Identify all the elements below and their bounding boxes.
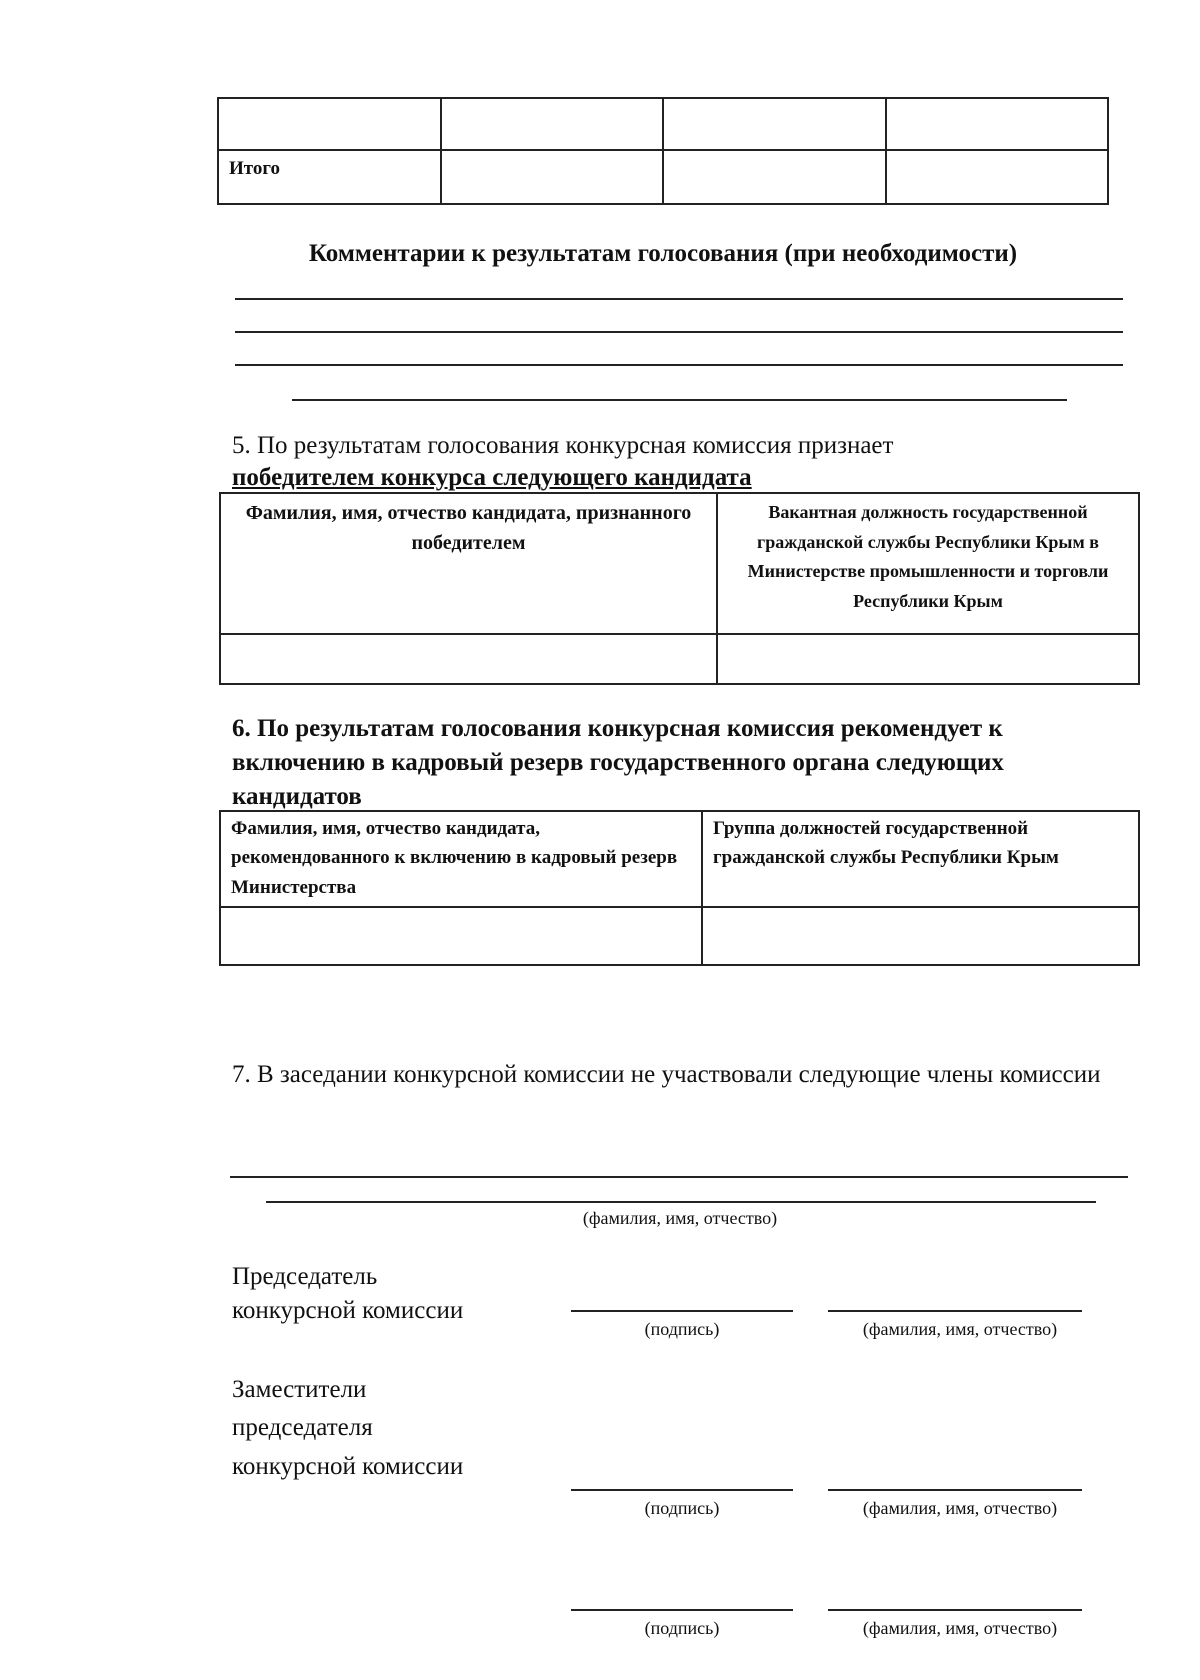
winner-col1-header: Фамилия, имя, отчество кандидата, признанного победителем [245, 502, 692, 554]
winner-col2-header: Вакантная должность государственной гражданской службы Республики Крым в Министерстве промышленности и торговли Республики Крым [747, 502, 1109, 612]
table-cell [702, 907, 1139, 965]
fio-line [828, 1310, 1082, 1312]
comment-line [235, 298, 1123, 300]
table-cell [220, 907, 702, 965]
fio-caption: (фамилия, имя, отчество) [582, 1208, 778, 1228]
table-cell [441, 150, 663, 204]
table-cell [663, 98, 885, 150]
absent-members-line [230, 1176, 1128, 1178]
signature-line [571, 1310, 793, 1312]
reserve-col2-header: Группа должностей государственной гражданской службы Республики Крым [713, 818, 1059, 869]
signature-caption: (подпись) [644, 1618, 720, 1638]
winner-col2-header-cell [717, 493, 1139, 634]
fio-caption: (фамилия, имя, отчество) [862, 1498, 1058, 1518]
section5-line1: 5. По результатам голосования конкурсная комиссия признает [232, 432, 894, 459]
signature-line [571, 1609, 793, 1611]
signature-caption: (подпись) [644, 1319, 720, 1339]
comment-line [292, 399, 1067, 401]
totals-table [217, 97, 1109, 205]
table-cell [886, 98, 1108, 150]
section6-text: 6. По результатам голосования конкурсная комиссия рекомендует к включению в кадровый резерв государственного органа следующих кандидатов [232, 715, 1004, 810]
winner-col1-header-cell [220, 493, 717, 634]
reserve-table [219, 810, 1140, 966]
table-cell [717, 634, 1139, 684]
comments-heading: Комментарии к результатам голосования (при необходимости) [308, 240, 1018, 267]
table-cell [663, 150, 885, 204]
winner-table [219, 492, 1140, 685]
deputies-label-1: Заместители [232, 1376, 367, 1403]
deputies-label-2: председателя [232, 1414, 373, 1441]
reserve-col1-header: Фамилия, имя, отчество кандидата, рекомендованного к включению в кадровый резерв Министерства [231, 818, 678, 898]
reserve-col2-header-cell [702, 811, 1139, 907]
total-label: Итого [229, 158, 281, 179]
fio-caption: (фамилия, имя, отчество) [862, 1319, 1058, 1339]
table-cell [218, 98, 441, 150]
reserve-col1-header-cell [220, 811, 702, 907]
table-cell [886, 150, 1108, 204]
fio-caption: (фамилия, имя, отчество) [862, 1618, 1058, 1638]
signature-caption: (подпись) [644, 1498, 720, 1518]
chairman-label-1: Председатель [232, 1263, 378, 1290]
total-label-cell [218, 150, 441, 204]
deputies-label-3: конкурсной комиссии [232, 1453, 464, 1480]
fio-line [828, 1609, 1082, 1611]
signature-line [571, 1489, 793, 1491]
table-cell [220, 634, 717, 684]
fio-line [828, 1489, 1082, 1491]
comment-line [235, 331, 1123, 333]
chairman-label-2: конкурсной комиссии [232, 1297, 464, 1324]
table-cell [441, 98, 663, 150]
section7-text: 7. В заседании конкурсной комиссии не участвовали следующие члены комиссии [232, 1061, 1101, 1088]
comment-line [235, 364, 1123, 366]
section5-line2: победителем конкурса следующего кандидата [232, 464, 752, 491]
absent-members-line [266, 1201, 1096, 1203]
